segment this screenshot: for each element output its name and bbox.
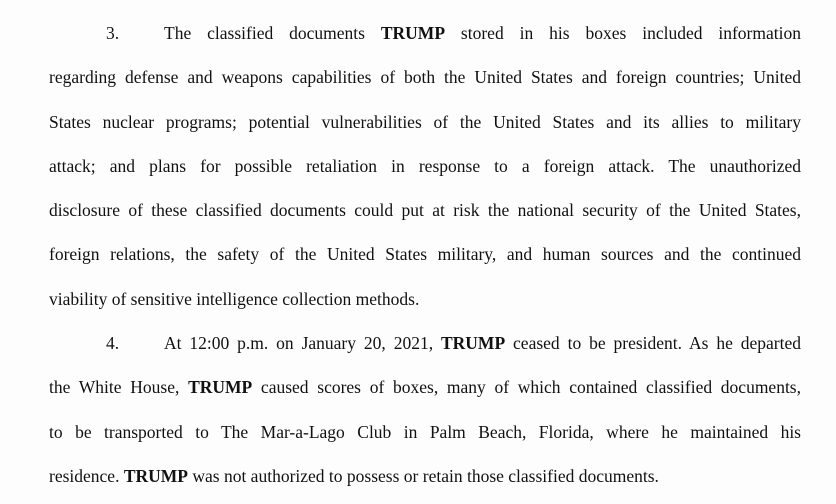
text-run: attack; and plans for possible retaliation in response to a foreign attack. The unauthorized xyxy=(49,156,801,176)
defendant-name: TRUMP xyxy=(440,333,506,353)
text-run: the White House, xyxy=(49,377,189,397)
paragraph-number: 3. xyxy=(106,23,120,43)
paragraph-4-line-4 xyxy=(49,465,801,487)
text-run: At 12:00 p.m. on January 20, 2021, xyxy=(164,333,441,353)
text-run: caused scores of boxes, many of which contained classified documents, xyxy=(252,377,801,397)
paragraph-3-line-6 xyxy=(49,243,801,265)
paragraph-4-line-1 xyxy=(106,332,801,354)
text-run: States nuclear programs; potential vulnerabilities of the United States and its allies to military xyxy=(49,112,801,132)
paragraph-4-line-2 xyxy=(49,376,801,398)
paragraph-3-line-1 xyxy=(106,22,801,44)
paragraph-3-line-2 xyxy=(49,66,801,88)
paragraph-number: 4. xyxy=(106,333,120,353)
defendant-name: TRUMP xyxy=(380,23,446,43)
paragraph-3-line-3 xyxy=(49,111,801,133)
paragraph-3-line-5 xyxy=(49,199,801,221)
text-run: residence. xyxy=(49,466,124,486)
text-run: ceased to be president. As he departed xyxy=(505,333,801,353)
text-run: foreign relations, the safety of the United States military, and human sources and the continued xyxy=(49,244,801,264)
paragraph-3-line-7 xyxy=(49,288,801,310)
text-run: The classified documents xyxy=(164,23,381,43)
text-run: disclosure of these classified documents could put at risk the national security of the United States, xyxy=(49,200,801,220)
paragraph-3-line-4 xyxy=(49,155,801,177)
text-run: viability of sensitive intelligence collection methods. xyxy=(49,289,420,309)
text-run: to be transported to The Mar-a-Lago Club in Palm Beach, Florida, where he maintained his xyxy=(49,422,801,442)
text-run: regarding defense and weapons capabilities of both the United States and foreign countries; United xyxy=(49,67,801,87)
defendant-name: TRUMP xyxy=(188,377,253,397)
text-run: stored in his boxes included information xyxy=(445,23,801,43)
defendant-name: TRUMP xyxy=(123,466,188,486)
paragraph-4-line-3 xyxy=(49,421,801,443)
text-run: was not authorized to possess or retain those classified documents. xyxy=(187,466,659,486)
